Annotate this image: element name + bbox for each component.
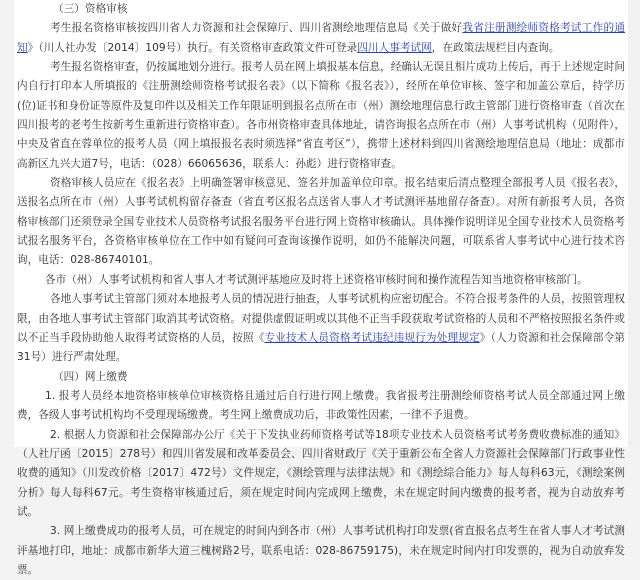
link-sichuan-personnel-exam-site[interactable]: 四川人事考试网: [357, 41, 432, 54]
paragraph-review-basis: [17, 19, 625, 58]
paragraph-notify-departments: 各市（州）人事考试机构和省人事人才考试测评基地应及时将上述资格审核时间和操作流程告知当地资格审核部门。: [45, 273, 588, 286]
text-review-basis-before: 考生报名资格审核按四川省人力资源和社会保障厅、四川省测绘地理信息局《关于做好: [50, 22, 463, 35]
text-spot-checks-before: 各地人事考试主管部门须对本地报考人员的情况进行抽查，人事考试机构应密切配合。不符合报考条件的人员，按照管理权限，由各地人事考试主管部门取消其考试资格。对提供虚假证明或以其他不正当手段获取考试资格的人员和不严格按照报名条件或以不正当手段协助他人取得考试资格的人员，按照《: [17, 293, 625, 344]
right-gutter: [628, 0, 640, 447]
article-content: [17, 0, 625, 580]
link-exam-work-notice[interactable]: 我省注册测绘师资格考试工作的通知: [17, 22, 625, 54]
list-item-payment-3: 3. 网上缴费成功的报考人员，可在规定的时间内到各市（州）人事考试机构打印发票(省直报名点考生在省人事人才考试测评基地打印，地址：成都市新华大道三槐树路2号，联系电话：028-86759175)，未在规定时间内打印发票的，视为自动放弃发票。: [17, 525, 625, 576]
section-heading-qualification-review: （三）资格审核: [53, 3, 128, 15]
list-item-payment-1: 1. 报考人员经本地资格审核单位审核资格且通过后自行进行网上缴费。我省报考注册测绘师资格考试人员全部通过网上缴费，各级人事考试机构均不受理现场缴费。考生网上缴费成功后，非政策性因素，一律不予退费。: [17, 389, 625, 422]
paragraph-reviewer-duties: 资格审核人员应在《报名表》上明确签署审核意见、签名并加盖单位印章。报名结束后清点整理全部报考人员《报名表》，送报名点所在市（州）人事考试机构留存备查（省直考区报名点送省人事人才考试测评基地留存备查）。对所有新报考人员，各资格审核部门还须登录全国专业技术人员资格考试报名服务平台进行网上资格审核确认。具体操作说明详见全国专业技术人员资格考试报名服务平台，各资格审核单位在工作中如有疑问可查询该操作说明，如仍不能解决问题，可联系省人事考试中心进行技术咨询，电话：028-86740101。: [17, 177, 625, 267]
link-violation-handling-rules[interactable]: 专业技术人员资格考试违纪违规行为处理规定: [264, 331, 480, 344]
paragraph-spot-checks: [17, 290, 625, 367]
text-review-basis-middle: 》（川人社办发〔2014〕109号）执行。有关资格审查政策文件可登录: [27, 41, 358, 54]
text-spot-checks-after: 》（人力资源和社会保障部令第31号）进行严肃处理。: [17, 331, 625, 364]
section-heading-online-payment: （四）网上缴费: [53, 370, 128, 383]
paragraph-review-procedure: 考生报名资格审查，仍按属地划分进行。报考人员在网上填报基本信息，经确认无误且相片成功上传后，再于上述规定时间内自行打印本人所填报的《注册测绘师资格考试报名表》（以下简称《报名表》），经所在单位审核、签字和加盖公章后，持学历(位)证书和身份证等原件及复印件以及相关工作年限证明到报名点所在市（州）测绘地理信息行政主管部门进行资格审查（首次在四川报考的老考生按新考生重新进行资格审查）。各市州资格审查具体地址，请咨询报名点所在市（州）人事考试机构（见附件），中央及省直在蓉单位的报考人员（网上填报报名表时须选择“省直考区”），携带上述材料到四川省测绘地理信息局（地址：成都市高新区九兴大道7号，电话：（028）66065636，联系人：孙彪）进行资格审查。: [17, 61, 625, 170]
text-review-basis-after: ，在政策法规栏目内查询。: [431, 41, 560, 54]
article-page: [14, 0, 628, 576]
list-item-payment-2: 2. 根据人力资源和社会保障部办公厅《关于下发执业药师资格考试等18项专业技术人员资格考试考务费收费标准的通知》（人社厅函〔2015〕278号）和四川省发展和改革委员会、四川省财政厅《关于重新公布全省人力资源社会保障部门行政事业性收费的通知》（川发改价格〔2017〕472号）文件规定，《测绘管理与法律法规》和《测绘综合能力》每人每科63元，《测绘案例分析》每人每科67元。考生资格审核通过后，须在规定时间内完成网上缴费，未在规定时间内缴费的报考者，视为自动放弃考试。: [17, 428, 625, 518]
